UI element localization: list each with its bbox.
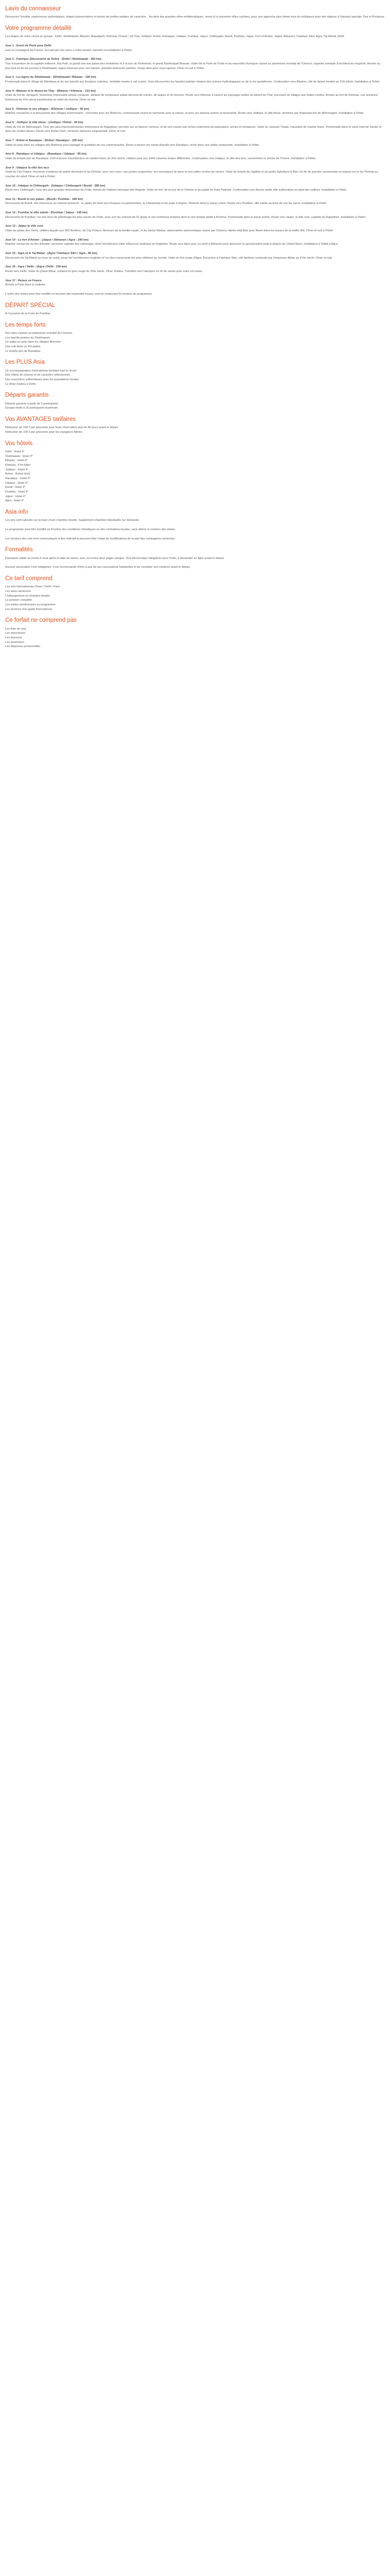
day-title: Jour 7 : Rohet et Ranakpur - (Rohet / Ranakpur - 105 km) [5, 139, 83, 142]
list-item: Un accompagnateur francophone pendant tout le circuit [5, 369, 76, 372]
day-item [5, 89, 386, 103]
section-title: Les PLUS Asia [5, 359, 45, 366]
day-item [5, 279, 386, 287]
formalities-section [5, 546, 386, 570]
day-title: Jour 13 : Jaipur la ville rose [5, 225, 43, 228]
day-title: Jour 3 : La région du Shekhawati - (Shekhawati / Bikaner - 190 km) [5, 76, 96, 79]
day-title: Jour 4 : Bikaner et le désert du Thar - (Bikaner / Khimsar - 215 km) [5, 89, 96, 93]
day-item [5, 166, 386, 179]
includes-list [5, 585, 386, 612]
highlights-section [5, 321, 386, 354]
day-item [5, 238, 386, 247]
includes-title: Ce tarif comprend [5, 575, 53, 582]
day-text: avec la compagnie Air France. Accueil par nos soins à votre arrivée, transfert et installation à l'hôtel. [5, 48, 133, 52]
day-title: Jour 14 : Le fort d'Amber - (Jaipur / Abhaneri / Agra - 240 km) [5, 238, 89, 242]
hotel-item: Jaipur : Hotel 4* [5, 495, 26, 498]
program-title: Votre programme détaillé [5, 25, 72, 32]
includes-item: Les vols internationaux Paris / Delhi / Paris [5, 585, 60, 589]
list-item: Départs garantis à partir de 2 participants [5, 402, 58, 405]
day-title: Jour 15 : Agra et le Taj Mahal - (Agra / Fatehpur Sikri / Agra - 80 km) [5, 252, 97, 256]
includes-item: La pension complète [5, 599, 32, 602]
day-text: Découverte du Taj Mahal au lever du soleil, joyau de l'architecture moghole et l'un des monuments les plus célèbres au monde. Visite du fort rouge d'Agra. Excursion à Fatehpur Sikri, cité fantôme construite par l'empereur Akbar au XVIe siècle. Dîner et nuit. [5, 256, 333, 260]
day-text: Safari en jeep dans les villages des Bishnoïs pour partager le quotidien de ces communautés. Route à travers les monts Aravalli vers Ranakpur, niché dans une vallée verdoyante. Installation à l'hôtel. [5, 143, 260, 147]
hotel-item: Agra : Hotel 4* [5, 499, 24, 503]
list-item: Groupe limité à 16 participants maximum [5, 406, 58, 410]
pricing-section [5, 416, 386, 435]
list-item: Un safari en jeep dans les villages Bishnoïs [5, 341, 61, 344]
day-title: Jour 5 : Khimsar et ses villages - (Khimsar / Jodhpur - 95 km) [5, 107, 89, 111]
hotel-item: Shekhawati : Hotel 3* [5, 454, 33, 458]
day-item [5, 139, 386, 147]
days-list [5, 44, 386, 287]
departure-title: DÉPART SPÉCIAL [5, 302, 56, 309]
info-section [5, 509, 386, 541]
departure-text: À l'occasion de la Foire de Pushkar [5, 312, 51, 316]
program-note: L'ordre des visites peut être modifié en fonction des impératifs locaux, tout en respectant le contenu du programme. [5, 293, 153, 296]
day-text: Visite du fort de Mehrangarh, l'une des plus impressionnantes forteresses du Rajasthan, perchée sur un éperon rocheux, et de son musée aux riches collections de palanquins, armes et miniatures. Visite du Jaswant Thada, mausolée de marbre blanc. Promenade dans le vieux marché Sardar et dans les ruelles bleues. Route vers Rohet Garh, ancienne demeure seigneuriale. Dîner et nuit. [5, 125, 382, 133]
list-item: Réduction de 100 € par personne pour les voyageurs fidèles [5, 431, 83, 434]
includes-section [5, 575, 386, 612]
plus-section [5, 359, 386, 386]
section-title: Vos AVANTAGES tarifaires [5, 416, 76, 423]
day-text: Visite du temple jaïn de Ranakpur, chef-d'œuvre d'architecture en marbre blanc du XVe siècle, célèbre pour ses 1444 colonnes toutes différentes. Continuation vers Udaipur, la ville des lacs, surnommée la Venise de l'Orient. Installation à l'hôtel. [5, 157, 316, 160]
includes-item: L'hébergement en chambre double [5, 594, 50, 598]
guaranteed-section [5, 392, 386, 411]
hotels-section [5, 440, 386, 503]
day-text: Visite du City Palace, immense complexe de palais dominant le lac Pichola, avec ses cours, ses jardins suspendus, ses mosaïques de paon et ses salles ornées de miroirs. Visite du temple de Jagdish et du jardin Saheliyon ki Bari. En fin de journée, promenade en bateau sur le lac Pichola au coucher du soleil. Dîner et nuit à l'hôtel. [5, 171, 378, 178]
list-item: Le temple jaïn de Ranakpur [5, 349, 41, 353]
day-text: Route vers Chittorgarh, l'une des plus grandes forteresses de l'Inde, témoin de l'histoire héroïque des Rajputs. Visite du fort, de la tour de la Victoire et du palais de Rani Padmini. Continuation vers Bundi, petite ville authentique au pied des collines. Installation à l'hôtel. [5, 189, 347, 192]
day-title: Jour 16 : Agra / Delhi - (Agra / Delhi - 230 km) [5, 265, 67, 269]
section-title: Départs garantis [5, 392, 49, 399]
section-list [5, 402, 386, 411]
hotel-item: Jodhpur : Hotel 4* [5, 468, 28, 471]
section-list [5, 369, 386, 387]
day-title: Jour 6 : Jodhpur la ville bleue - (Jodhpur / Rohet - 40 km) [5, 121, 84, 124]
program-intro: Les étapes de votre circuit en groupe : Delhi, Shekhawati, Bikaner, Nawalgarh, Khimsar, Chand / Jal Thar, Jodhpur, Rohet, Ranakpur, Udaipur, Pushkar, Jaipur, Chittorgarh, Bundi, Pushkar, Jaipur, Fort of Amber, Jaipur, Abhaneri, Fatehpur Sikri, Agra, Taj Mahal, Delhi [5, 35, 345, 39]
hotel-item: Bundi : Hotel 3* [5, 486, 25, 489]
hotel-item: Khimsar : Fort hôtel [5, 464, 30, 467]
excludes-list [5, 627, 386, 649]
includes-item: Les taxes aériennes [5, 590, 31, 594]
hotel-item: Delhi : Hotel 4* [5, 450, 25, 454]
hotels-title: Vos hôtels [5, 440, 33, 447]
intro-title: Lavis du connaisseur [5, 6, 61, 12]
day-text: Matinée consacrée au fort d'Amber, ancienne capitale des maharajas, dont l'architecture mêle influences hindoues et mogholes. Route vers Agra avec un arrêt à Abhaneri pour découvrir le spectaculaire puits à degrés de Chand Baori. Installation à l'hôtel à Agra. [5, 243, 338, 246]
day-title: Jour 10 : Udaipur et Chittorgarh - (Udaipur / Chittorgarh / Bundi - 280 km) [5, 184, 105, 188]
day-text: Matinée consacrée à la découverte des villages environnants : rencontre avec les Bishnoïs, communauté vivant en harmonie avec la nature, et avec les artisans potiers et tisserands. Route vers Jodhpur, la ville bleue, dominée par l'imposant fort de Mehrangarh. Installation à l'hôtel. [5, 112, 364, 115]
list-item: Le dîner d'adieu à Delhi [5, 382, 36, 386]
day-item [5, 57, 386, 71]
list-item: Des rencontres authentiques avec les populations locales [5, 378, 79, 382]
day-item [5, 107, 386, 116]
day-text: Visite du palais des Vents, célèbre façade aux 953 fenêtres, du City Palace, demeure de la famille royale, et du Jantar Mantar, observatoire astronomique classé par l'Unesco. Après-midi libre pour flâner dans les bazars de la vieille ville. Dîner et nuit à l'hôtel. [5, 229, 334, 233]
day-text: Découverte de Bundi, cité méconnue au charme préservé : le palais de Garh aux fresques exceptionnelles, la Chitrashala et les puits à degrés. Flânerie dans le bazar coloré. Route vers Pushkar, ville sainte au bord de son lac sacré. Installation à l'hôtel. [5, 202, 327, 206]
list-item: Des hôtels de charme et de caractère sélectionnés [5, 374, 70, 377]
day-title: Jour 17 : Retour en France [5, 279, 42, 282]
hotel-item: Pushkar : Hotel 4* [5, 490, 29, 494]
formalities-paragraph: Passeport valide au moins 6 mois après la date de retour, avec au moins deux pages vierges. Visa électronique obligatoire pour l'Inde, à demander en ligne avant le départ. [5, 556, 225, 560]
info-paragraph: Les prix sont calculés sur la base d'une chambre double. Supplément chambre individuelle sur demande. [5, 519, 140, 522]
day-title: Jour 8 : Ranakpur et Udaipur - (Ranakpur / Udaipur - 95 km) [5, 152, 87, 156]
excludes-title: Ce forfait ne comprend pas [5, 617, 77, 624]
excludes-item: Les pourboires [5, 640, 25, 644]
section-list [5, 331, 386, 353]
day-title: Jour 12 : Pushkar la ville sainte - (Pushkar / Jaipur - 145 km) [5, 211, 88, 215]
info-title: Asia info [5, 509, 28, 515]
includes-item: Les services d'un guide francophone [5, 607, 52, 611]
section-title: Les temps forts [5, 321, 46, 328]
day-title: Jour 11 : Bundi et ses palais - (Bundi / Pushkar - 185 km) [5, 197, 83, 201]
hotel-item: Ranakpur : Hotel 3* [5, 477, 30, 481]
excludes-item: Les dépenses personnelles [5, 645, 41, 649]
day-text: Tour d'ouverture de la capitale indienne, Raj Path, le grand axe aux palais des ministères et à la tour du Parlement, le grand Rashtrapati Bhavan. Visite de la Porte de l'Inde et du mausolée Humayun classé au patrimoine mondial de l'Unesco, superbe exemple d'architecture moghole. Arrivée au plus tard en fin de journée à Shekhawati, région fameuse pour ses havelis, grandes demeures peintes. Temps libre pour vous reposer. Dîner et nuit à l'hôtel. [5, 62, 381, 70]
excludes-section [5, 617, 386, 649]
section-list [5, 426, 386, 434]
day-item [5, 75, 386, 84]
day-item [5, 265, 386, 274]
includes-item: Les visites mentionnées au programme [5, 603, 56, 606]
day-item [5, 184, 386, 193]
info-paragraph: Les horaires des vols sont communiqués à titre indicatif et peuvent faire l'objet de modifications de la part des compagnies aériennes. [5, 537, 176, 540]
intro-section [5, 5, 386, 20]
hotel-item: Rohet : Rohet Garh [5, 472, 30, 476]
day-title: Jour 1 : Envol de Paris pour Delhi [5, 44, 52, 48]
excludes-item: Les boissons [5, 636, 22, 639]
hotels-list [5, 450, 386, 503]
intro-text: Découvrez l'insolite, expériences authentiques, étapes buissonnières et toutes les petites pépites de caractère... Au-delà des grandes villes emblématiques, venez à la rencontre villes cachées, pour une approche plus intime tous du mythiques pour des régions à l'équipe] spéciale Tour et Pouleuse [5, 15, 384, 19]
day-title: Jour 9 : Udaipur la ville des lacs [5, 166, 50, 170]
day-item [5, 251, 386, 260]
day-item [5, 197, 386, 206]
day-text: Visite du fort de Junagarh, forteresse imprenable jamais conquise, abritant de somptueux palais décorés de miroirs, de laques et de dorures. Route vers Khimsar à travers les paysages arides du désert du Thar, ponctués de villages aux huttes rondes. Arrivée au fort de Khimsar, une ancienne forteresse du XVe siècle transformée en hôtel de charme. Dîner et nuit. [5, 94, 378, 101]
day-item [5, 152, 386, 161]
program-section [5, 25, 386, 297]
day-item [5, 121, 386, 134]
day-text: Découverte de Pushkar, l'un des lieux de pèlerinage les plus sacrés de l'Inde, avec son lac entouré de 52 ghats et ses nombreux temples dont le rare temple dédié à Brahma. Promenade dans le bazar animé. Route vers Jaipur, la ville rose, capitale du Rajasthan. Installation à l'hôtel. [5, 215, 366, 219]
excludes-item: Les frais de visa [5, 627, 26, 631]
day-text: Arrivée à Paris dans la matinée. [5, 283, 46, 287]
list-item: Des sites classés au patrimoine mondial de l'Unesco [5, 332, 73, 335]
excludes-item: Les assurances [5, 632, 26, 635]
day-text: Promenade dans le village de Mandawa et de ses havelis aux fresques colorées, véritable musée à ciel ouvert. Vous découvrirez les façades peintes relatant des scènes mythologiques ou de la vie quotidienne. Continuation vers Bikaner, cité du désert fondée au XVe siècle. Installation à l'hôtel. [5, 80, 380, 83]
day-item [5, 211, 386, 219]
departure-section [5, 302, 386, 316]
day-item [5, 44, 386, 53]
formalities-title: Formalités [5, 547, 33, 553]
day-item [5, 224, 386, 233]
formalities-paragraph: Aucune vaccination n'est obligatoire. Il est recommandé d'être à jour de ses vaccinations habituelles et de consulter son médecin avant le départ. [5, 566, 191, 569]
day-title: Jour 2 : Fatehpur (Découverte de Delhi) - (Delhi / Shekhawati - 260 km) [5, 58, 102, 61]
hotel-item: Bikaner : Hotel 4* [5, 459, 28, 463]
info-paragraph: Le programme peut être modifié en fonction des conditions climatiques ou des contraintes locales, sans altérer le contenu des visites. [5, 528, 176, 531]
list-item: Les havelis peintes du Shekhawati [5, 336, 50, 340]
hotel-item: Udaipur : Hotel 4* [5, 481, 28, 485]
list-item: Réduction de 150 € par personne pour toute réservation plus de 90 jours avant le départ [5, 426, 118, 430]
day-text: Route vers Delhi. Visite du Qutub Minar, minaret en grès rouge du XIIIe siècle. Dîner d'adieu. Transfert vers l'aéroport en fin de soirée pour votre vol retour. [5, 270, 203, 274]
list-item: Une nuit dans un fort-palais [5, 345, 41, 349]
